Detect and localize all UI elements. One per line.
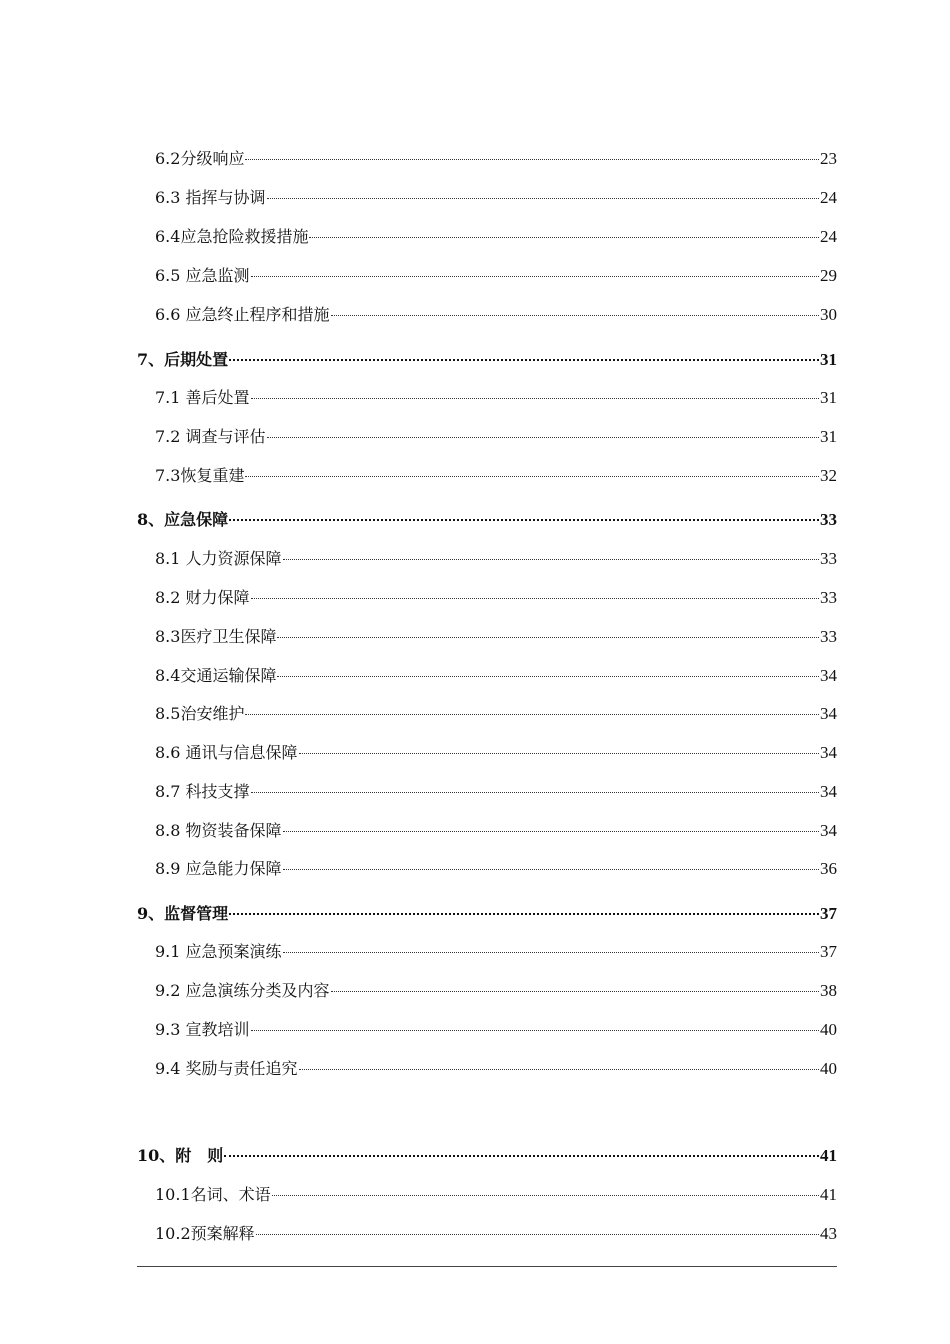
toc-entry[interactable] <box>155 1058 837 1080</box>
toc-entry-page: 34 <box>820 743 837 762</box>
toc-entry-title: 9.3 宣教培训 <box>155 1020 250 1039</box>
dot-leader <box>267 198 819 199</box>
dot-leader <box>251 598 819 599</box>
toc-entry-page: 40 <box>820 1059 837 1078</box>
toc-entry-page: 43 <box>820 1224 837 1243</box>
dot-leader <box>245 159 819 160</box>
toc-entry-page: 38 <box>820 981 837 1000</box>
toc-entry-title: 8.5治安维护 <box>155 704 245 723</box>
dot-leader <box>309 237 819 238</box>
toc-entry-page: 30 <box>820 305 837 324</box>
toc-entry-title: 10.2预案解释 <box>155 1224 255 1243</box>
toc-entry[interactable] <box>155 626 837 648</box>
toc-entry-page: 31 <box>820 350 837 369</box>
toc-entry-title: 6.5 应急监测 <box>155 266 250 285</box>
toc-entry-title: 7.1 善后处置 <box>155 388 250 407</box>
footer-rule <box>137 1266 837 1267</box>
toc-entry[interactable] <box>155 820 837 842</box>
toc-entry-title: 9.1 应急预案演练 <box>155 942 282 961</box>
dot-leader <box>277 637 819 638</box>
toc-entry[interactable] <box>155 703 837 725</box>
toc-entry-page: 33 <box>820 510 837 529</box>
toc-entry[interactable] <box>155 265 837 287</box>
toc-entry[interactable] <box>155 387 837 409</box>
toc-entry[interactable] <box>155 426 837 448</box>
toc-entry-page: 31 <box>820 427 837 446</box>
toc-section-heading[interactable] <box>137 349 837 371</box>
dot-leader <box>251 1030 819 1031</box>
toc-entry-page: 29 <box>820 266 837 285</box>
toc-entry-title: 9.2 应急演练分类及内容 <box>155 981 330 1000</box>
dot-leader <box>245 476 819 477</box>
toc-entry-page: 31 <box>820 388 837 407</box>
toc-entry-title: 10.1名词、术语 <box>155 1185 271 1204</box>
toc-entry-page: 24 <box>820 188 837 207</box>
toc-entry-title: 7、后期处置 <box>137 350 229 369</box>
toc-entry[interactable] <box>155 148 837 170</box>
dot-leader <box>267 437 819 438</box>
dot-leader <box>272 1195 819 1196</box>
toc-entry[interactable] <box>155 941 837 963</box>
toc-entry[interactable] <box>155 980 837 1002</box>
toc-entry-page: 37 <box>820 942 837 961</box>
toc-entry-title: 8.2 财力保障 <box>155 588 250 607</box>
toc-entry-page: 34 <box>820 666 837 685</box>
toc-entry-title: 6.4应急抢险救援措施 <box>155 227 309 246</box>
toc-section-heading[interactable] <box>137 509 837 531</box>
toc-entry[interactable] <box>155 1223 837 1245</box>
toc-entry-page: 33 <box>820 549 837 568</box>
dot-leader <box>245 714 819 715</box>
toc-entry-title: 8.4交通运输保障 <box>155 666 277 685</box>
dot-leader <box>299 1069 819 1070</box>
toc-entry-title: 8、应急保障 <box>137 510 229 529</box>
dot-leader <box>229 913 819 915</box>
dot-leader <box>283 952 819 953</box>
toc-entry-title: 6.3 指挥与协调 <box>155 188 266 207</box>
toc-entry-page: 32 <box>820 466 837 485</box>
toc-entry-title: 6.2分级响应 <box>155 149 245 168</box>
toc-entry[interactable] <box>155 665 837 687</box>
toc-entry-page: 23 <box>820 149 837 168</box>
toc-entry[interactable] <box>155 465 837 487</box>
toc-entry[interactable] <box>155 548 837 570</box>
toc-entry[interactable] <box>155 781 837 803</box>
dot-leader <box>283 559 819 560</box>
toc-entry-page: 40 <box>820 1020 837 1039</box>
toc-section-heading[interactable] <box>137 1145 837 1167</box>
toc-entry-title: 9.4 奖励与责任追究 <box>155 1059 298 1078</box>
toc-entry[interactable] <box>155 1019 837 1041</box>
dot-leader <box>299 753 819 754</box>
toc-entry-page: 34 <box>820 821 837 840</box>
toc-entry-page: 33 <box>820 627 837 646</box>
toc-entry-page: 34 <box>820 782 837 801</box>
dot-leader <box>331 315 819 316</box>
toc-entry-title: 8.7 科技支撑 <box>155 782 250 801</box>
toc-entry-page: 37 <box>820 904 837 923</box>
dot-leader <box>229 519 819 521</box>
dot-leader <box>283 869 819 870</box>
toc-section-heading[interactable] <box>137 903 837 925</box>
dot-leader <box>251 276 819 277</box>
toc-entry-title: 9、监督管理 <box>137 904 229 923</box>
toc-entry-title: 8.9 应急能力保障 <box>155 859 282 878</box>
dot-leader <box>331 991 819 992</box>
toc-entry-page: 34 <box>820 704 837 723</box>
toc-entry-page: 41 <box>820 1185 837 1204</box>
toc-entry-title: 8.8 物资装备保障 <box>155 821 282 840</box>
toc-entry-title: 8.6 通讯与信息保障 <box>155 743 298 762</box>
toc-entry[interactable] <box>155 304 837 326</box>
dot-leader <box>229 359 819 361</box>
dot-leader <box>283 831 819 832</box>
toc-entry[interactable] <box>155 587 837 609</box>
dot-leader <box>277 676 819 677</box>
toc-entry[interactable] <box>155 742 837 764</box>
toc-entry-title: 7.3恢复重建 <box>155 466 245 485</box>
toc-entry-title: 7.2 调查与评估 <box>155 427 266 446</box>
toc-entry[interactable] <box>155 226 837 248</box>
dot-leader <box>256 1234 819 1235</box>
dot-leader <box>251 398 819 399</box>
dot-leader <box>251 792 819 793</box>
toc-entry[interactable] <box>155 187 837 209</box>
toc-entry-title: 8.1 人力资源保障 <box>155 549 282 568</box>
toc-entry-title: 6.6 应急终止程序和措施 <box>155 305 330 324</box>
toc-entry-page: 41 <box>820 1146 837 1165</box>
toc-entry-page: 36 <box>820 859 837 878</box>
toc-entry-title: 10、附 则 <box>137 1146 224 1165</box>
toc-entry[interactable] <box>155 858 837 880</box>
toc-entry-page: 33 <box>820 588 837 607</box>
toc-entry-page: 24 <box>820 227 837 246</box>
dot-leader <box>224 1155 819 1157</box>
toc-entry-title: 8.3医疗卫生保障 <box>155 627 277 646</box>
toc-entry[interactable] <box>155 1184 837 1206</box>
